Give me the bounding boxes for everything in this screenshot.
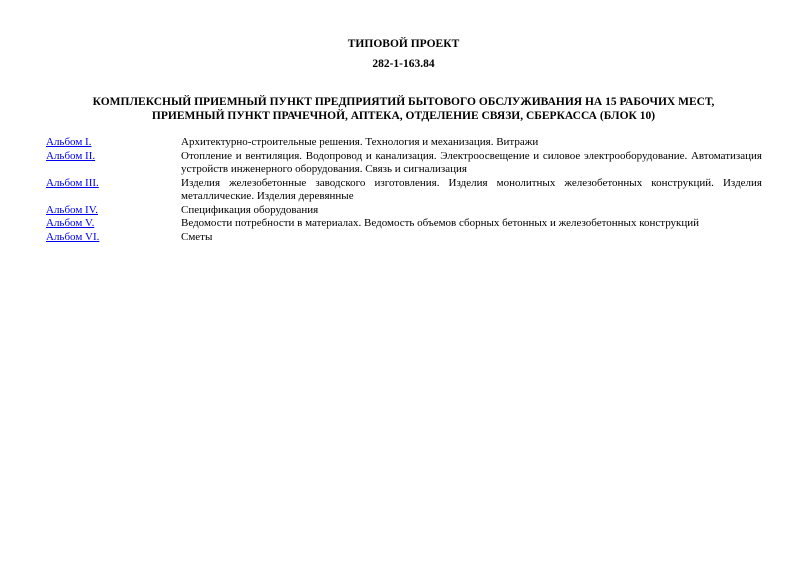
project-title-line-1: КОМПЛЕКСНЫЙ ПРИЕМНЫЙ ПУНКТ ПРЕДПРИЯТИЙ БЫТОВОГО ОБСЛУЖИВАНИЯ НА 15 РАБОЧИХ МЕСТ, xyxy=(92,96,715,108)
album-link-4[interactable]: Альбом IV. xyxy=(46,203,98,216)
album-link-6[interactable]: Альбом VI. xyxy=(46,230,100,243)
album-description-3: Изделия железобетонные заводского изготовления. Изделия монолитных железобетонных конструкций. Изделия металлические. Изделия деревянные xyxy=(181,176,762,202)
album-link-1[interactable]: Альбом I. xyxy=(46,136,92,148)
doc-number-heading: 282-1-163.84 xyxy=(372,58,435,70)
album-list xyxy=(46,136,762,244)
album-row-4 xyxy=(46,204,762,218)
album-description-2: Отопление и вентиляция. Водопровод и канализация. Электроосвещение и силовое электрооборудование. Автоматизация устройств инженерного оборудования. Связь и сигнализация xyxy=(181,149,762,175)
album-description-5: Ведомости потребности в материалах. Ведомость объемов сборных бетонных и железобетонных конструкций xyxy=(181,217,700,229)
project-title-line-2: ПРИЕМНЫЙ ПУНКТ ПРАЧЕЧНОЙ, АПТЕКА, ОТДЕЛЕНИЕ СВЯЗИ, СБЕРКАССА (БЛОК 10) xyxy=(151,110,656,122)
album-link-2[interactable]: Альбом II. xyxy=(46,149,96,162)
album-row-6 xyxy=(46,231,762,245)
album-row-3 xyxy=(46,177,762,204)
album-row-1 xyxy=(46,136,762,150)
album-description-1: Архитектурно-строительные решения. Технология и механизация. Витражи xyxy=(181,136,539,148)
album-row-5 xyxy=(46,217,762,231)
album-description-4: Спецификация оборудования xyxy=(181,203,319,216)
album-row-2 xyxy=(46,150,762,177)
album-link-5[interactable]: Альбом V. xyxy=(46,217,95,229)
album-link-3[interactable]: Альбом III. xyxy=(46,176,99,189)
doc-type-heading: ТИПОВОЙ ПРОЕКТ xyxy=(347,38,460,50)
album-description-6: Сметы xyxy=(181,230,213,243)
